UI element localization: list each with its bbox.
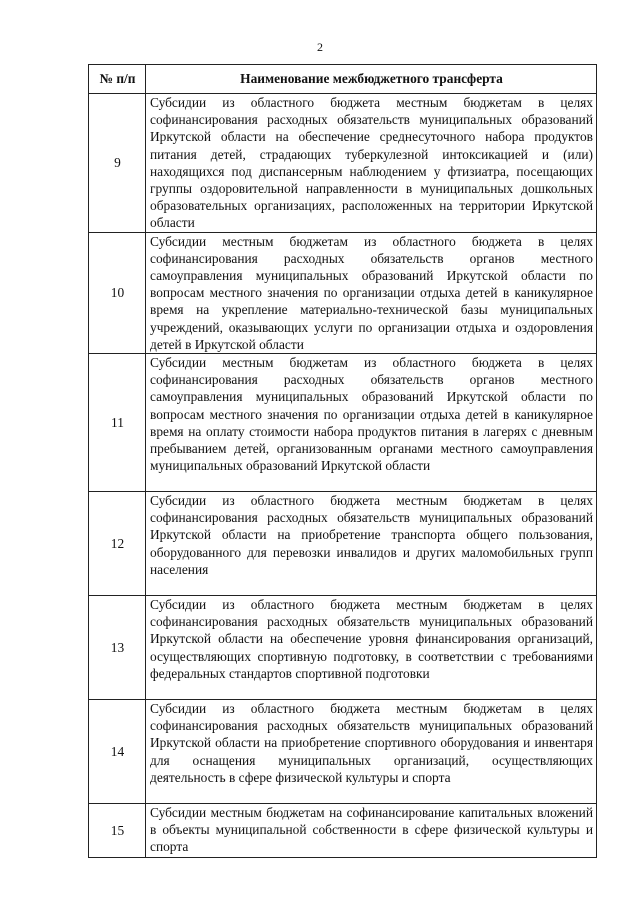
table-row [89,354,597,492]
transfer-name: Субсидии местным бюджетам на софинансирование капитальных вложений в объекты муниципальной собственности в сфере физической культуры и спорта [146,804,597,858]
table-row [89,94,597,233]
table-row [89,700,597,804]
row-number: 13 [89,596,146,700]
row-number: 10 [89,232,146,353]
transfer-name: Субсидии из областного бюджета местным бюджетам в целях софинансирования расходных обязательств муниципальных образований Иркутской области на приобретение спортивного оборудования и инвентаря для оснащения муниципальных организаций, осуществляющих деятельность в сфере физической культуры и спорта [146,700,597,804]
transfer-name: Субсидии местным бюджетам из областного бюджета в целях софинансирования расходных обязательств органов местного самоуправления муниципальных образований Иркутской области по вопросам местного значения по организации отдыха детей в каникулярное время на оплату стоимости набора продуктов питания в лагерях с дневным пребыванием детей, организованным органами местного самоуправления муниципальных образований Иркутской области [146,354,597,492]
row-number: 15 [89,804,146,858]
table-header-row [89,65,597,94]
row-number: 14 [89,700,146,804]
table-row [89,232,597,353]
transfers-table [88,64,597,858]
row-number: 9 [89,94,146,233]
row-number: 12 [89,492,146,596]
transfer-name: Субсидии из областного бюджета местным бюджетам в целях софинансирования расходных обязательств муниципальных образований Иркутской области на обеспечение среднесуточного набора продуктов питания детей, страдающих туберкулезной интоксикацией и (или) находящихся под диспансерным наблюдением у фтизиатра, посещающих группы оздоровительной направленности в муниципальных дошкольных образовательных организациях, расположенных на территории Иркутской области [146,94,597,233]
table-row [89,804,597,858]
transfer-name: Субсидии из областного бюджета местным бюджетам в целях софинансирования расходных обязательств муниципальных образований Иркутской области на приобретение транспорта общего пользования, оборудованного для перевозки инвалидов и других маломобильных групп населения [146,492,597,596]
transfer-name: Субсидии из областного бюджета местным бюджетам в целях софинансирования расходных обязательств муниципальных образований Иркутской области на обеспечение уровня финансирования организаций, осуществляющих спортивную подготовку, в соответствии с требованиями федеральных стандартов спортивной подготовки [146,596,597,700]
row-number: 11 [89,354,146,492]
column-header-name: Наименование межбюджетного трансферта [146,65,597,94]
column-header-number: № п/п [89,65,146,94]
table-row [89,596,597,700]
transfer-name: Субсидии местным бюджетам из областного бюджета в целях софинансирования расходных обязательств органов местного самоуправления муниципальных образований Иркутской области по вопросам местного значения по организации отдыха детей в каникулярное время на укрепление материально-технической базы муниципальных учреждений, оказывающих услуги по организации отдыха и оздоровления детей в Иркутской области [146,232,597,353]
table-row [89,492,597,596]
page-number: 2 [317,40,323,54]
